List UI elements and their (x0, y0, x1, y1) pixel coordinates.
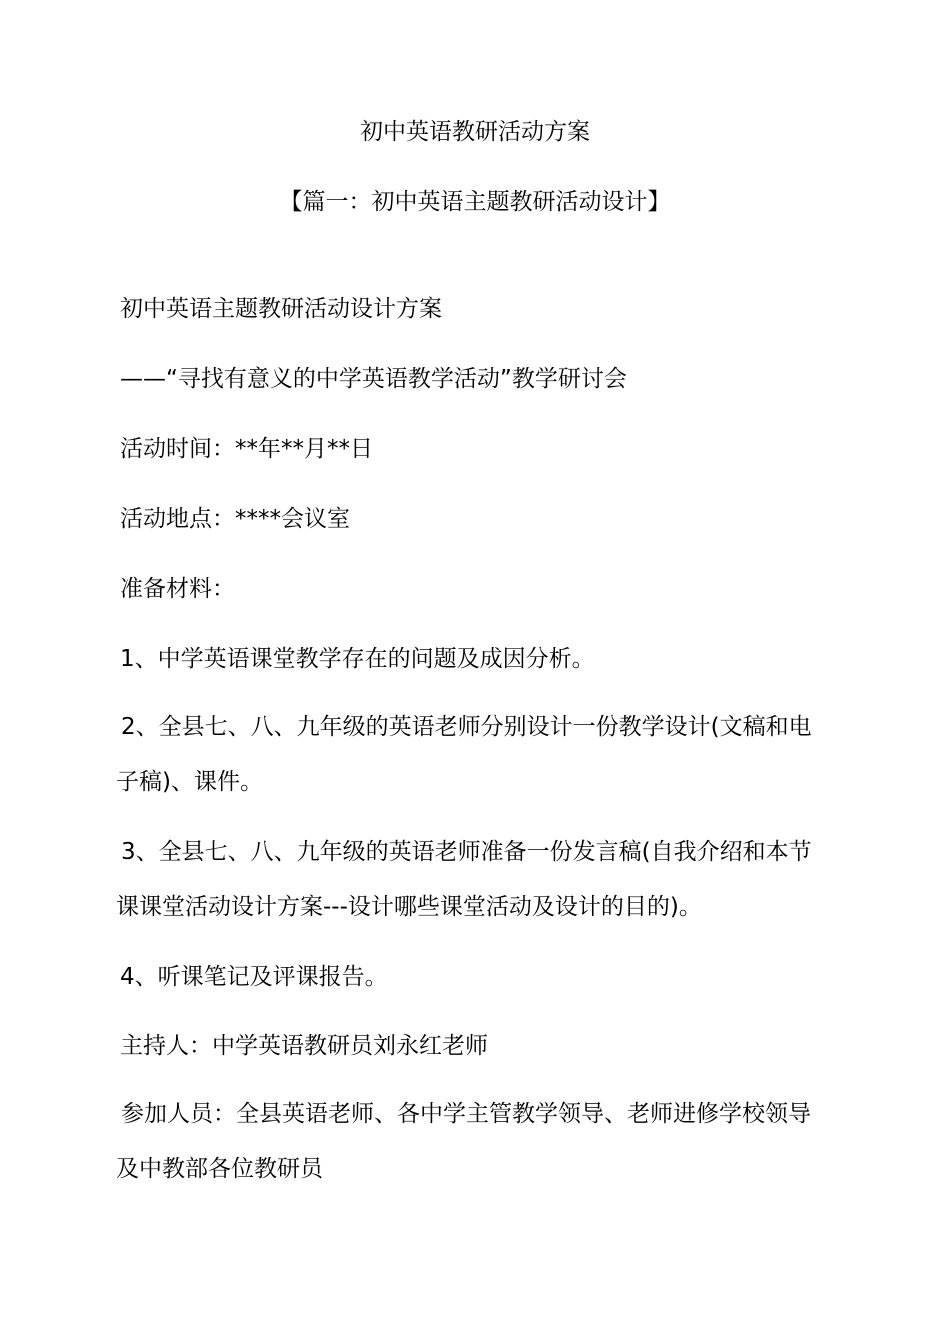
paragraph-seminar-name: ——“寻找有意义的中学英语教学活动”教学研讨会 (120, 366, 627, 392)
paragraph-activity-location: 活动地点：****会议室 (120, 506, 350, 532)
paragraph-item-1: 1、中学英语课堂教学存在的问题及成因分析。 (120, 646, 595, 672)
paragraph-host: 主持人：中学英语教研员刘永红老师 (120, 1033, 488, 1059)
paragraph-materials-heading: 准备材料： (120, 576, 235, 602)
paragraph-plan-title: 初中英语主题教研活动设计方案 (120, 296, 442, 322)
paragraph-item-3-text: 3、全县七、八、九年级的英语老师准备一份发言稿(自我介绍和本节课课堂活动设计方案---设计哪些课堂活动及设计的目的)。 (116, 839, 812, 920)
paragraph-item-4: 4、听课笔记及评课报告。 (120, 964, 388, 990)
paragraph-activity-time: 活动时间：**年**月**日 (120, 436, 373, 462)
document-subtitle: 【篇一：初中英语主题教研活动设计】 (279, 189, 671, 215)
paragraph-item-3 (116, 825, 828, 935)
paragraph-participants (116, 1087, 828, 1197)
paragraph-participants-text: 参加人员：全县英语老师、各中学主管教学领导、老师进修学校领导及中教部各位教研员 (116, 1101, 811, 1182)
document-title: 初中英语教研活动方案 (360, 119, 590, 145)
paragraph-item-2-text: 2、全县七、八、九年级的英语老师分别设计一份教学设计(文稿和电子稿)、课件。 (116, 714, 812, 795)
paragraph-item-2 (116, 700, 828, 810)
